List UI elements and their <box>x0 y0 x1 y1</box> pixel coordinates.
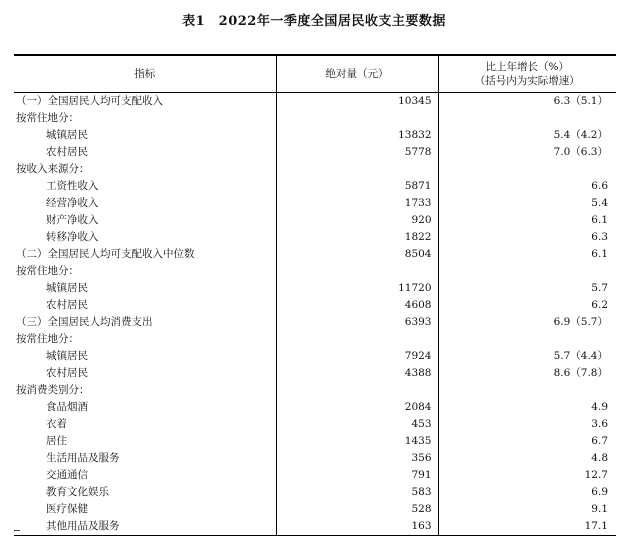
table-row <box>14 110 616 127</box>
row-value: 1822 <box>276 229 438 246</box>
row-value: 5778 <box>276 144 438 161</box>
row-value: 163 <box>276 518 438 536</box>
table-row <box>14 280 616 297</box>
row-growth <box>438 161 616 178</box>
row-label: 城镇居民 <box>46 282 88 294</box>
row-growth: 6.2 <box>438 297 616 314</box>
row-growth: 17.1 <box>438 518 616 536</box>
table-row <box>14 144 616 161</box>
row-value: 5871 <box>276 178 438 195</box>
row-value: 528 <box>276 501 438 518</box>
table-body <box>14 93 616 536</box>
row-label: 教育文化娱乐 <box>46 486 109 498</box>
row-growth: 5.4 <box>438 195 616 212</box>
row-value <box>276 382 438 399</box>
row-value <box>276 110 438 127</box>
row-label: 交通通信 <box>46 469 88 481</box>
table-row <box>14 263 616 280</box>
table-row <box>14 93 616 111</box>
row-value: 453 <box>276 416 438 433</box>
row-label: 农村居民 <box>46 299 88 311</box>
table-row <box>14 382 616 399</box>
row-label: 其他用品及服务 <box>46 520 120 532</box>
row-growth: 6.1 <box>438 212 616 229</box>
table-row <box>14 518 616 536</box>
table-row <box>14 348 616 365</box>
data-table <box>14 54 616 536</box>
row-label: 生活用品及服务 <box>46 452 120 464</box>
row-label: 按收入来源分： <box>16 163 90 175</box>
row-growth: 9.1 <box>438 501 616 518</box>
header-growth <box>438 55 616 93</box>
table-row <box>14 212 616 229</box>
row-growth: 6.3 <box>438 229 616 246</box>
row-growth <box>438 110 616 127</box>
table-row <box>14 399 616 416</box>
row-growth: 6.9（5.7） <box>438 314 616 331</box>
header-absolute-value: 绝对量（元） <box>276 55 438 93</box>
table-row <box>14 450 616 467</box>
row-label: 转移净收入 <box>46 231 99 243</box>
row-value: 4388 <box>276 365 438 382</box>
row-label: 按常住地分： <box>16 112 79 124</box>
row-label: 财产净收入 <box>46 214 99 226</box>
row-label: （二）全国居民人均可支配收入中位数 <box>16 248 195 260</box>
table-row <box>14 433 616 450</box>
row-value: 920 <box>276 212 438 229</box>
footnote-mark <box>14 530 20 535</box>
row-growth: 7.0（6.3） <box>438 144 616 161</box>
row-value: 7924 <box>276 348 438 365</box>
row-growth: 8.6（7.8） <box>438 365 616 382</box>
row-label: 衣着 <box>46 418 67 430</box>
row-growth <box>438 331 616 348</box>
row-label: （一）全国居民人均可支配收入 <box>16 95 163 107</box>
table-title: 表1 2022年一季度全国居民收支主要数据 <box>182 14 446 29</box>
row-growth: 4.9 <box>438 399 616 416</box>
table-row <box>14 365 616 382</box>
header-growth-line1: 比上年增长（%） <box>485 61 569 73</box>
row-label: 食品烟酒 <box>46 401 88 413</box>
row-growth: 6.7 <box>438 433 616 450</box>
row-label: 农村居民 <box>46 367 88 379</box>
row-label: 城镇居民 <box>46 129 88 141</box>
row-label: 医疗保健 <box>46 503 88 515</box>
row-label: （三）全国居民人均消费支出 <box>16 316 153 328</box>
row-label: 按消费类别分： <box>16 384 90 396</box>
row-growth: 6.1 <box>438 246 616 263</box>
row-value: 1733 <box>276 195 438 212</box>
table-row <box>14 127 616 144</box>
header-growth-line2: （括号内为实际增速） <box>474 75 580 87</box>
row-value: 10345 <box>276 93 438 111</box>
row-growth <box>438 382 616 399</box>
table-row <box>14 467 616 484</box>
row-value <box>276 263 438 280</box>
row-growth: 6.9 <box>438 484 616 501</box>
row-growth: 5.7（4.4） <box>438 348 616 365</box>
table-row <box>14 297 616 314</box>
row-value: 11720 <box>276 280 438 297</box>
row-growth: 5.4（4.2） <box>438 127 616 144</box>
table-row <box>14 416 616 433</box>
table-row <box>14 195 616 212</box>
row-growth: 3.6 <box>438 416 616 433</box>
table-row <box>14 178 616 195</box>
row-value <box>276 161 438 178</box>
row-value: 2084 <box>276 399 438 416</box>
row-growth: 12.7 <box>438 467 616 484</box>
row-label: 城镇居民 <box>46 350 88 362</box>
row-growth: 5.7 <box>438 280 616 297</box>
row-value: 8504 <box>276 246 438 263</box>
row-value: 4608 <box>276 297 438 314</box>
row-value: 13832 <box>276 127 438 144</box>
table-header <box>14 55 616 93</box>
table-row <box>14 331 616 348</box>
table-row <box>14 501 616 518</box>
row-label: 工资性收入 <box>46 180 99 192</box>
row-label: 居住 <box>46 435 67 447</box>
row-growth: 6.3（5.1） <box>438 93 616 111</box>
table-row <box>14 246 616 263</box>
row-value: 791 <box>276 467 438 484</box>
table-row <box>14 484 616 501</box>
table-row <box>14 161 616 178</box>
row-label: 经营净收入 <box>46 197 99 209</box>
row-label: 农村居民 <box>46 146 88 158</box>
row-label: 按常住地分： <box>16 333 79 345</box>
row-growth: 4.8 <box>438 450 616 467</box>
table-row <box>14 229 616 246</box>
row-value: 356 <box>276 450 438 467</box>
row-value: 583 <box>276 484 438 501</box>
header-indicator: 指标 <box>134 68 156 80</box>
row-growth <box>438 263 616 280</box>
row-value: 6393 <box>276 314 438 331</box>
row-growth: 6.6 <box>438 178 616 195</box>
row-value: 1435 <box>276 433 438 450</box>
table-row <box>14 314 616 331</box>
row-label: 按常住地分： <box>16 265 79 277</box>
row-value <box>276 331 438 348</box>
